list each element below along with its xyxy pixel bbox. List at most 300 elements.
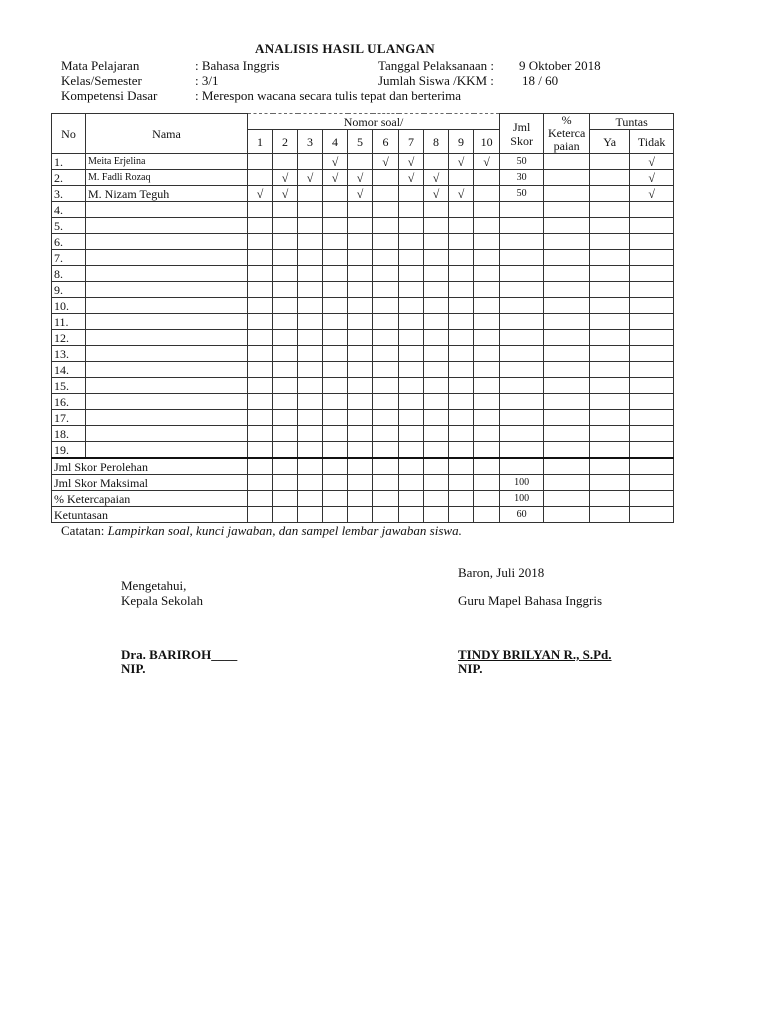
summary-row bbox=[52, 491, 674, 507]
row-tick-8: √ bbox=[424, 170, 449, 186]
row-tick-4 bbox=[323, 218, 348, 234]
summary-empty-cell bbox=[399, 507, 424, 523]
summary-empty-cell bbox=[590, 475, 630, 491]
row-tick-1 bbox=[248, 298, 273, 314]
soal-number-9: 9 bbox=[449, 130, 474, 154]
summary-label: Ketuntasan bbox=[52, 507, 248, 523]
row-no: 1. bbox=[52, 154, 86, 170]
row-ya bbox=[590, 218, 630, 234]
row-nama bbox=[86, 394, 248, 410]
row-tick-8 bbox=[424, 282, 449, 298]
row-tick-10 bbox=[474, 410, 500, 426]
row-tick-6 bbox=[373, 298, 399, 314]
row-pct bbox=[544, 330, 590, 346]
row-tick-7: √ bbox=[399, 170, 424, 186]
row-tidak bbox=[630, 250, 674, 266]
row-tick-9 bbox=[449, 314, 474, 330]
row-no: 11. bbox=[52, 314, 86, 330]
row-tick-7 bbox=[399, 266, 424, 282]
row-tick-5 bbox=[348, 394, 373, 410]
summary-empty-cell bbox=[248, 475, 273, 491]
row-tick-2 bbox=[273, 378, 298, 394]
row-tick-2 bbox=[273, 362, 298, 378]
soal-number-5: 5 bbox=[348, 130, 373, 154]
row-tick-5 bbox=[348, 234, 373, 250]
row-tick-5 bbox=[348, 346, 373, 362]
row-tick-6 bbox=[373, 346, 399, 362]
row-ya bbox=[590, 234, 630, 250]
row-tick-2 bbox=[273, 346, 298, 362]
summary-empty-cell bbox=[590, 507, 630, 523]
row-nama bbox=[86, 314, 248, 330]
row-tick-5 bbox=[348, 154, 373, 170]
row-tidak: √ bbox=[630, 186, 674, 202]
summary-empty-cell bbox=[590, 458, 630, 475]
teacher-nip: NIP. bbox=[458, 661, 483, 676]
summary-empty-cell bbox=[298, 507, 323, 523]
row-no: 4. bbox=[52, 202, 86, 218]
row-tick-9 bbox=[449, 426, 474, 442]
row-tick-2 bbox=[273, 154, 298, 170]
row-ya bbox=[590, 442, 630, 459]
summary-empty-cell bbox=[323, 507, 348, 523]
summary-empty-cell bbox=[474, 475, 500, 491]
row-tidak bbox=[630, 282, 674, 298]
table-row bbox=[52, 394, 674, 410]
row-nama bbox=[86, 426, 248, 442]
summary-row bbox=[52, 507, 674, 523]
row-no: 7. bbox=[52, 250, 86, 266]
teacher-name: TINDY BRILYAN R., S.Pd. bbox=[458, 647, 612, 662]
summary-empty-cell bbox=[248, 491, 273, 507]
row-tick-8 bbox=[424, 154, 449, 170]
row-tick-7 bbox=[399, 442, 424, 459]
table-row bbox=[52, 218, 674, 234]
row-tick-3 bbox=[298, 282, 323, 298]
header-ya: Ya bbox=[590, 130, 630, 154]
row-tick-10 bbox=[474, 250, 500, 266]
row-no: 18. bbox=[52, 426, 86, 442]
summary-empty-cell bbox=[630, 507, 674, 523]
summary-value: 100 bbox=[500, 475, 544, 491]
soal-number-6: 6 bbox=[373, 130, 399, 154]
soal-number-3: 3 bbox=[298, 130, 323, 154]
summary-empty-cell bbox=[273, 507, 298, 523]
row-tick-5 bbox=[348, 362, 373, 378]
row-tidak bbox=[630, 202, 674, 218]
summary-empty-cell bbox=[424, 458, 449, 475]
row-tick-5 bbox=[348, 282, 373, 298]
table-row bbox=[52, 234, 674, 250]
row-tick-10 bbox=[474, 378, 500, 394]
row-tidak: √ bbox=[630, 170, 674, 186]
row-tick-4 bbox=[323, 410, 348, 426]
row-tick-5 bbox=[348, 250, 373, 266]
row-ya bbox=[590, 330, 630, 346]
row-no: 2. bbox=[52, 170, 86, 186]
row-tick-6 bbox=[373, 202, 399, 218]
row-tick-9 bbox=[449, 234, 474, 250]
row-tick-10 bbox=[474, 314, 500, 330]
row-ya bbox=[590, 266, 630, 282]
table-row bbox=[52, 266, 674, 282]
row-tick-7 bbox=[399, 186, 424, 202]
row-tick-10 bbox=[474, 330, 500, 346]
row-tick-3: √ bbox=[298, 170, 323, 186]
row-skor bbox=[500, 394, 544, 410]
row-tick-8 bbox=[424, 330, 449, 346]
summary-empty-cell bbox=[323, 458, 348, 475]
row-ya bbox=[590, 298, 630, 314]
summary-empty-cell bbox=[474, 507, 500, 523]
row-tick-2 bbox=[273, 330, 298, 346]
summary-empty-cell bbox=[323, 475, 348, 491]
summary-empty-cell bbox=[373, 475, 399, 491]
row-tick-5 bbox=[348, 426, 373, 442]
row-tick-7 bbox=[399, 250, 424, 266]
row-tick-1 bbox=[248, 442, 273, 459]
soal-number-1: 1 bbox=[248, 130, 273, 154]
row-skor bbox=[500, 410, 544, 426]
row-tidak bbox=[630, 362, 674, 378]
row-tick-4 bbox=[323, 330, 348, 346]
row-tick-10 bbox=[474, 394, 500, 410]
row-tick-7 bbox=[399, 362, 424, 378]
row-tick-6 bbox=[373, 250, 399, 266]
kepala-sekolah-label: Kepala Sekolah bbox=[121, 593, 203, 608]
row-tick-8 bbox=[424, 426, 449, 442]
row-tidak bbox=[630, 218, 674, 234]
row-no: 16. bbox=[52, 394, 86, 410]
row-tick-5: √ bbox=[348, 170, 373, 186]
row-tick-7: √ bbox=[399, 154, 424, 170]
row-tick-2 bbox=[273, 442, 298, 459]
row-pct bbox=[544, 250, 590, 266]
row-tick-4 bbox=[323, 314, 348, 330]
jumlah-value: 18 / 60 bbox=[522, 73, 559, 88]
row-tick-3 bbox=[298, 266, 323, 282]
row-tick-5: √ bbox=[348, 186, 373, 202]
row-pct bbox=[544, 170, 590, 186]
header-nama: Nama bbox=[86, 114, 248, 154]
row-tick-2 bbox=[273, 394, 298, 410]
row-tick-3 bbox=[298, 186, 323, 202]
row-ya bbox=[590, 362, 630, 378]
row-tick-8 bbox=[424, 394, 449, 410]
header-tidak: Tidak bbox=[630, 130, 674, 154]
row-tidak: √ bbox=[630, 154, 674, 170]
table-row bbox=[52, 154, 674, 170]
row-ya bbox=[590, 426, 630, 442]
row-tick-9: √ bbox=[449, 154, 474, 170]
row-nama: M. Fadli Rozaq bbox=[86, 170, 248, 186]
place-date: Baron, Juli 2018 bbox=[458, 565, 545, 580]
row-tick-7 bbox=[399, 394, 424, 410]
row-tick-8 bbox=[424, 378, 449, 394]
row-skor: 50 bbox=[500, 186, 544, 202]
row-tick-9 bbox=[449, 410, 474, 426]
row-nama: Meita Erjelina bbox=[86, 154, 248, 170]
guru-mapel-label: Guru Mapel Bahasa Inggris bbox=[458, 593, 603, 608]
summary-empty-cell bbox=[449, 475, 474, 491]
row-tick-9: √ bbox=[449, 186, 474, 202]
row-ya bbox=[590, 314, 630, 330]
summary-row bbox=[52, 475, 674, 491]
summary-empty-cell bbox=[298, 475, 323, 491]
row-tick-10 bbox=[474, 266, 500, 282]
row-tick-2 bbox=[273, 410, 298, 426]
row-skor bbox=[500, 298, 544, 314]
row-no: 19. bbox=[52, 442, 86, 459]
row-tick-10 bbox=[474, 298, 500, 314]
row-tick-10 bbox=[474, 234, 500, 250]
row-tidak bbox=[630, 378, 674, 394]
header-nomor-soal: Nomor soal/ bbox=[248, 114, 500, 130]
row-tick-5 bbox=[348, 202, 373, 218]
row-tidak bbox=[630, 426, 674, 442]
row-tick-3 bbox=[298, 250, 323, 266]
row-tick-2 bbox=[273, 298, 298, 314]
row-tick-3 bbox=[298, 218, 323, 234]
summary-value bbox=[500, 458, 544, 475]
row-tidak bbox=[630, 442, 674, 459]
row-tick-8 bbox=[424, 314, 449, 330]
row-pct bbox=[544, 378, 590, 394]
row-no: 8. bbox=[52, 266, 86, 282]
headmaster-nip: NIP. bbox=[121, 661, 146, 676]
summary-empty-cell bbox=[298, 491, 323, 507]
header-tuntas: Tuntas bbox=[590, 114, 674, 130]
summary-empty-cell bbox=[424, 475, 449, 491]
row-tick-7 bbox=[399, 314, 424, 330]
row-tick-7 bbox=[399, 218, 424, 234]
table-row bbox=[52, 186, 674, 202]
row-tick-9 bbox=[449, 362, 474, 378]
row-tick-4 bbox=[323, 298, 348, 314]
note-text: Lampirkan soal, kunci jawaban, dan sampel lembar jawaban siswa. bbox=[107, 523, 462, 538]
row-tick-6 bbox=[373, 378, 399, 394]
row-tick-5 bbox=[348, 314, 373, 330]
row-skor bbox=[500, 218, 544, 234]
row-tick-1: √ bbox=[248, 186, 273, 202]
row-tick-4 bbox=[323, 266, 348, 282]
row-skor bbox=[500, 282, 544, 298]
row-tick-8 bbox=[424, 346, 449, 362]
kelas-label: Kelas/Semester bbox=[61, 73, 142, 88]
row-tick-6 bbox=[373, 234, 399, 250]
table-row bbox=[52, 314, 674, 330]
row-tick-10 bbox=[474, 218, 500, 234]
summary-empty-cell bbox=[348, 507, 373, 523]
row-tick-6: √ bbox=[373, 154, 399, 170]
jumlah-label: Jumlah Siswa /KKM : bbox=[378, 73, 494, 88]
row-pct bbox=[544, 234, 590, 250]
row-tick-2 bbox=[273, 266, 298, 282]
row-no: 5. bbox=[52, 218, 86, 234]
row-tick-9 bbox=[449, 394, 474, 410]
row-tick-3 bbox=[298, 442, 323, 459]
row-skor bbox=[500, 314, 544, 330]
summary-empty-cell bbox=[399, 491, 424, 507]
row-tick-4 bbox=[323, 202, 348, 218]
mapel-label: Mata Pelajaran bbox=[61, 58, 140, 73]
summary-empty-cell bbox=[248, 507, 273, 523]
row-tick-5 bbox=[348, 378, 373, 394]
row-tick-3 bbox=[298, 314, 323, 330]
summary-row bbox=[52, 458, 674, 475]
header-jml-line1: Jml bbox=[512, 119, 531, 134]
row-nama bbox=[86, 330, 248, 346]
row-tick-2 bbox=[273, 250, 298, 266]
row-ya bbox=[590, 394, 630, 410]
row-tick-9 bbox=[449, 266, 474, 282]
row-no: 15. bbox=[52, 378, 86, 394]
row-tick-6 bbox=[373, 186, 399, 202]
row-tick-2: √ bbox=[273, 170, 298, 186]
row-tick-8 bbox=[424, 234, 449, 250]
row-tick-6 bbox=[373, 442, 399, 459]
row-tick-2 bbox=[273, 202, 298, 218]
row-tick-8 bbox=[424, 298, 449, 314]
row-tick-6 bbox=[373, 266, 399, 282]
summary-empty-cell bbox=[630, 475, 674, 491]
mengetahui-label: Mengetahui, bbox=[121, 578, 187, 593]
summary-empty-cell bbox=[348, 475, 373, 491]
row-tick-1 bbox=[248, 394, 273, 410]
row-pct bbox=[544, 154, 590, 170]
row-tick-4 bbox=[323, 394, 348, 410]
row-tick-3 bbox=[298, 362, 323, 378]
row-tick-7 bbox=[399, 426, 424, 442]
row-ya bbox=[590, 282, 630, 298]
row-skor bbox=[500, 346, 544, 362]
summary-label: % Ketercapaian bbox=[52, 491, 248, 507]
row-nama bbox=[86, 282, 248, 298]
row-tick-9 bbox=[449, 218, 474, 234]
row-tick-8 bbox=[424, 362, 449, 378]
row-tick-6 bbox=[373, 410, 399, 426]
row-no: 13. bbox=[52, 346, 86, 362]
row-tick-1 bbox=[248, 234, 273, 250]
row-pct bbox=[544, 282, 590, 298]
row-nama bbox=[86, 234, 248, 250]
row-tidak bbox=[630, 346, 674, 362]
soal-number-4: 4 bbox=[323, 130, 348, 154]
table-row bbox=[52, 410, 674, 426]
row-tick-8 bbox=[424, 202, 449, 218]
header-ketercapaian bbox=[544, 114, 590, 154]
row-nama bbox=[86, 202, 248, 218]
row-tick-10 bbox=[474, 202, 500, 218]
header-jml-line2: Skor bbox=[510, 133, 533, 148]
summary-empty-cell bbox=[544, 475, 590, 491]
row-tidak bbox=[630, 234, 674, 250]
row-tick-5 bbox=[348, 442, 373, 459]
row-tick-9 bbox=[449, 298, 474, 314]
row-ya bbox=[590, 170, 630, 186]
row-tick-10 bbox=[474, 426, 500, 442]
summary-empty-cell bbox=[630, 491, 674, 507]
row-ya bbox=[590, 346, 630, 362]
row-tick-1 bbox=[248, 362, 273, 378]
row-tick-1 bbox=[248, 410, 273, 426]
summary-empty-cell bbox=[449, 491, 474, 507]
tanggal-value: 9 Oktober 2018 bbox=[519, 58, 601, 73]
summary-label: Jml Skor Maksimal bbox=[52, 475, 248, 491]
row-tick-1 bbox=[248, 330, 273, 346]
row-no: 6. bbox=[52, 234, 86, 250]
summary-empty-cell bbox=[273, 475, 298, 491]
summary-value: 60 bbox=[500, 507, 544, 523]
row-tick-7 bbox=[399, 282, 424, 298]
row-tick-10: √ bbox=[474, 154, 500, 170]
summary-empty-cell bbox=[348, 491, 373, 507]
row-tick-1 bbox=[248, 282, 273, 298]
row-tidak bbox=[630, 410, 674, 426]
summary-empty-cell bbox=[373, 458, 399, 475]
kd-value: : Merespon wacana secara tulis tepat dan berterima bbox=[195, 88, 462, 103]
row-tick-6 bbox=[373, 170, 399, 186]
row-tick-4: √ bbox=[323, 154, 348, 170]
soal-number-8: 8 bbox=[424, 130, 449, 154]
row-pct bbox=[544, 362, 590, 378]
row-skor: 50 bbox=[500, 154, 544, 170]
row-tick-8 bbox=[424, 218, 449, 234]
row-tick-9 bbox=[449, 378, 474, 394]
kd-label: Kompetensi Dasar bbox=[61, 88, 158, 103]
row-skor bbox=[500, 362, 544, 378]
summary-empty-cell bbox=[399, 458, 424, 475]
row-nama bbox=[86, 378, 248, 394]
summary-label: Jml Skor Perolehan bbox=[52, 458, 248, 475]
row-tick-5 bbox=[348, 266, 373, 282]
row-skor bbox=[500, 442, 544, 459]
row-tick-2 bbox=[273, 234, 298, 250]
row-tick-6 bbox=[373, 330, 399, 346]
row-tick-9 bbox=[449, 170, 474, 186]
row-tick-4: √ bbox=[323, 170, 348, 186]
row-tick-8 bbox=[424, 442, 449, 459]
analysis-table bbox=[51, 113, 674, 523]
row-pct bbox=[544, 218, 590, 234]
row-skor bbox=[500, 266, 544, 282]
row-skor bbox=[500, 426, 544, 442]
row-no: 14. bbox=[52, 362, 86, 378]
row-no: 9. bbox=[52, 282, 86, 298]
row-tick-7 bbox=[399, 234, 424, 250]
row-pct bbox=[544, 426, 590, 442]
row-tick-4 bbox=[323, 250, 348, 266]
row-ya bbox=[590, 154, 630, 170]
row-tick-3 bbox=[298, 202, 323, 218]
row-nama bbox=[86, 218, 248, 234]
summary-empty-cell bbox=[298, 458, 323, 475]
row-tick-3 bbox=[298, 234, 323, 250]
row-nama bbox=[86, 346, 248, 362]
row-tick-4 bbox=[323, 186, 348, 202]
row-tick-3 bbox=[298, 410, 323, 426]
summary-empty-cell bbox=[424, 491, 449, 507]
row-no: 17. bbox=[52, 410, 86, 426]
row-no: 12. bbox=[52, 330, 86, 346]
row-ya bbox=[590, 250, 630, 266]
row-tick-5 bbox=[348, 410, 373, 426]
row-tick-10 bbox=[474, 362, 500, 378]
row-tick-8: √ bbox=[424, 186, 449, 202]
summary-empty-cell bbox=[273, 491, 298, 507]
row-tick-3 bbox=[298, 298, 323, 314]
row-tick-7 bbox=[399, 378, 424, 394]
